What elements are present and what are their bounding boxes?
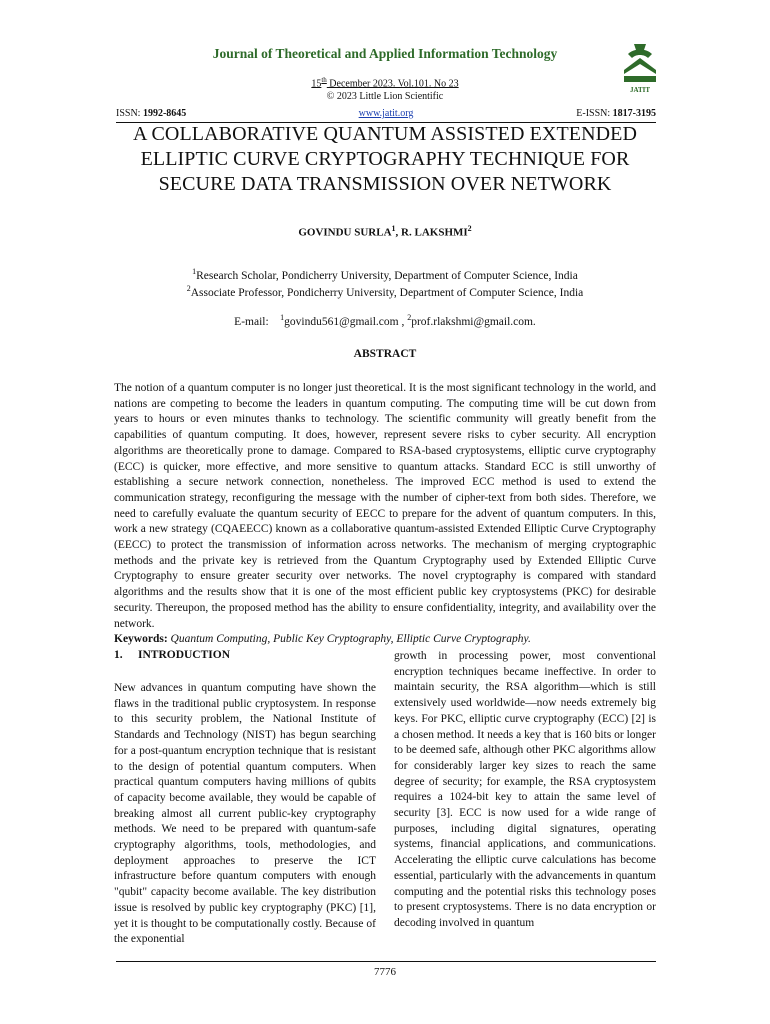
email-address-2[interactable]: prof.rlakshmi@gmail.com. <box>411 315 536 328</box>
journal-title: Journal of Theoretical and Applied Information Technology <box>212 46 558 61</box>
abstract-heading: ABSTRACT <box>353 348 417 360</box>
eissn-label: E-ISSN: <box>576 108 613 119</box>
section-heading <box>114 649 230 661</box>
email-sup-1: 1 <box>280 313 285 322</box>
issue-date: December 2023. Vol.101. No 23 <box>326 78 459 90</box>
title-line: SECURE DATA TRANSMISSION OVER NETWORK <box>158 173 612 195</box>
issn-row <box>116 108 656 122</box>
footer-divider <box>116 961 656 962</box>
page-number: 7776 <box>374 966 396 978</box>
author-2: R. LAKSHMI <box>401 226 468 239</box>
keywords-text: Quantum Computing, Public Key Cryptography, Elliptic Curve Cryptography. <box>167 633 531 646</box>
copyright: © 2023 Little Lion Scientific <box>326 91 444 103</box>
issue-day: 15 <box>311 78 322 90</box>
author-separator: , <box>395 226 402 239</box>
author-1: GOVINDU SURLA <box>298 226 392 239</box>
logo-label: JATIT <box>629 86 651 94</box>
paper-title <box>90 122 680 197</box>
body-column-right: growth in processing power, most conventional encryption techniques became ineffective. In order to maintain security, the RSA algorithm—which is still extensively used worldwide—now needs extremely big keys. For PKC, elliptic curve cryptography (ECC) [2] is a chosen method. It needs a key that is 160 bits or longer to be deemed safe, although other PKC algorithms allow for considerably larger key sizes to reach the same degree of security; for example, the RSA cryptosystem requires a 1024-bit key to attain the same level of security [3]. ECC is now used for a wide range of purposes, including digital signatures, operating systems, financial applications, and communications. Accelerating the elliptic curve calculations has become essential, particularly with the advancements in quantum computing and the potential risks this technology poses to present cryptosystems. There is no data encryption or decoding involved in quantum <box>394 650 656 929</box>
affiliation-sup: 2 <box>186 284 191 293</box>
issn-label: ISSN: <box>116 108 143 119</box>
author-2-sup: 2 <box>467 224 472 233</box>
section-title: INTRODUCTION <box>138 649 231 661</box>
website-link[interactable]: www.jatit.org <box>358 108 414 119</box>
email-label: E-mail: <box>234 315 269 328</box>
affiliation-text: Research Scholar, Pondicherry University, Department of Computer Science, India <box>196 269 578 282</box>
keywords-label: Keywords: <box>114 633 168 646</box>
authors <box>0 224 770 239</box>
author-1-sup: 1 <box>391 224 396 233</box>
affiliation-sup: 1 <box>192 267 197 276</box>
affiliation-1 <box>0 267 770 282</box>
affiliation-2 <box>0 284 770 299</box>
eissn <box>576 108 656 119</box>
abstract <box>114 381 656 648</box>
email-sup-2: 2 <box>407 313 412 322</box>
issue-day-suffix: th <box>321 76 327 84</box>
section-number: 1. <box>114 649 123 661</box>
body-column-left: New advances in quantum computing have shown the flaws in the traditional public cryptosystem. In response to this security problem, the National Institute of Standards and Technology (NIST) has begun searching for a post-quantum encryption technique that is resistant to the design of potential quantum computers. When practical quantum computers having millions of qubits of capacity become available, they would be capable of breaking almost all current public-key cryptography methods. We need to be prepared with quantum-safe cryptography algorithms, tools, methodologies, and deployment approaches to preserve the ICT infrastructure before quantum computers with enough "qubit" capacity become available. The key distribution issue is resolved by public key cryptography (PKC) [1], yet it is thought to be computationally costly. Because of the exponential <box>114 682 376 946</box>
title-line: A COLLABORATIVE QUANTUM ASSISTED EXTENDED <box>132 123 638 145</box>
email-address-1[interactable]: govindu561@gmail.com , <box>284 315 405 328</box>
jatit-logo-icon <box>620 40 660 86</box>
title-line: ELLIPTIC CURVE CRYPTOGRAPHY TECHNIQUE FOR <box>140 148 630 170</box>
email-line <box>0 313 770 328</box>
affiliation-text: Associate Professor, Pondicherry University, Department of Computer Science, India <box>190 286 584 299</box>
keywords <box>114 632 656 648</box>
issn-value: 1992-8645 <box>142 108 187 119</box>
abstract-body: The notion of a quantum computer is no longer just theoretical. It is the most significant technology in the world, and nations are competing to become the leaders in quantum computing. The computing time will be cut down from years to hours or even minutes thanks to technology. The scientific community will greatly benefit from the capabilities of quantum computing. It does, however, represent severe risks to cyber security. All encryption algorithms are theoretically prone to damage. Compared to RSA-based cryptosystems, elliptic curve cryptography (ECC) is quicker, more effective, and more sensitive to quantum attacks. Standard ECC is still unworthy of establishing a secure network connection, nonetheless. The improved ECC method is used to extend the communication strategy, reconfiguring the message with the number of cipher-text from both sides. Therefore, we need to carefully evaluate the quantum security of EECC to prepare for the advent of quantum computers. In this, work a new strategy (CQAEECC) known as a collaborative quantum-assisted Extended Elliptic Curve Cryptography (EECC) to protect the transmission of information across networks. The mechanism of merging cryptographic methods and the private key is retrieved from the Quantum Cryptography used by Extended Elliptic Curve Cryptography to ensure greater security over networks. The novel cryptography is compared with standard algorithms and the results show that it is one of the most efficient public key cryptosystems (PKC) for desirable security. Thereupon, the proposed method has the ability to ensure confidentiality, integrity, and availability over the network. <box>114 382 656 630</box>
eissn-value: 1817-3195 <box>612 108 656 119</box>
